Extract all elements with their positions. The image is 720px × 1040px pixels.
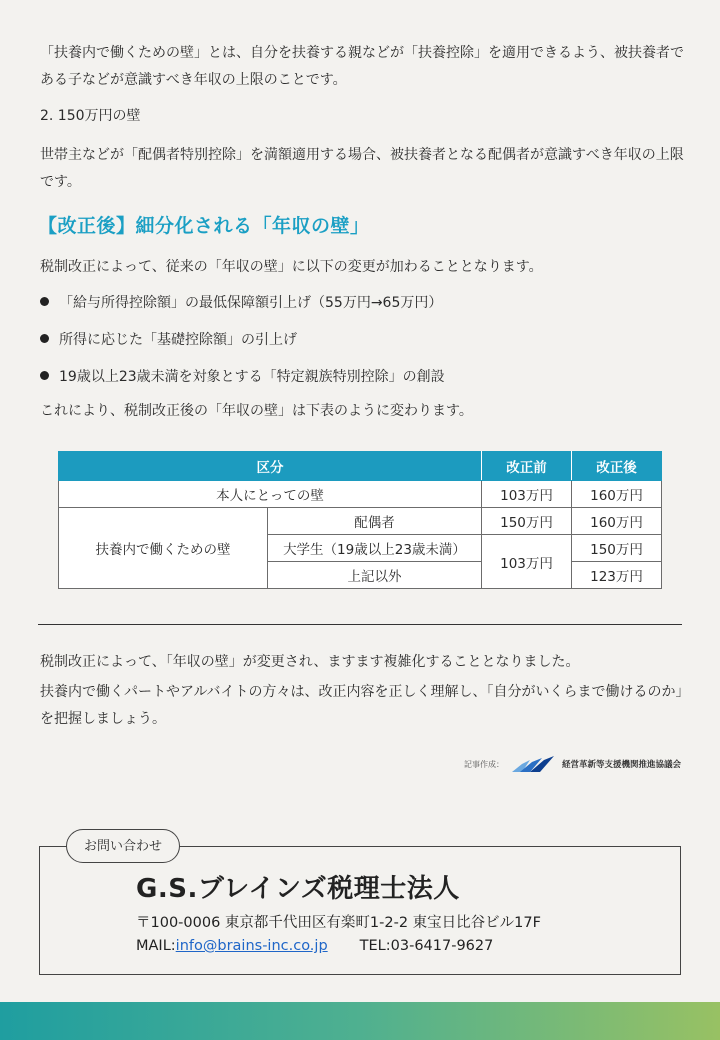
row-self-after: 160万円 [572,481,662,508]
row-student-after: 150万円 [572,535,662,562]
contact-tab: お問い合わせ [66,829,180,863]
section-lead: 税制改正によって、従来の「年収の壁」に以下の変更が加わることとなります。 [40,259,543,275]
bullet-item: 「給与所得控除額」の最低保障額引上げ（55万円→65万円） [40,292,442,314]
mail-label: MAIL: [136,938,176,954]
table-header-row [59,452,662,481]
table-intro: これにより、税制改正後の「年収の壁」は下表のように変わります。 [40,403,473,419]
tel-text: TEL:03-6417-9627 [359,938,494,954]
header-after: 改正後 [572,452,662,481]
row-spouse-after: 160万円 [572,508,662,535]
income-wall-table [58,451,662,589]
row-spouse-before: 150万円 [482,508,572,535]
closing-paragraph-1: 税制改正によって、「年収の壁」が変更され、ますます複雑化することとなりました。 [40,654,580,670]
contact-row [136,938,493,954]
bullet-item: 所得に応じた「基礎控除額」の引上げ [40,329,297,351]
footer-gradient-bar [0,1002,720,1040]
credit-label: 記事作成： [464,759,504,769]
intro-paragraph-1: 「扶養内で働くための壁」とは、自分を扶養する親などが「扶養控除」を適用できるよう、被扶養者である子などが意識すべき年収の上限のことです。 [40,45,684,88]
bullet-item: 19歳以上23歳未満を対象とする「特定親族特別控除」の創設 [40,366,445,388]
intro-paragraph-2: 世帯主などが「配偶者特別控除」を満額適用する場合、被扶養者となる配偶者が意識すべき年収の上限です。 [40,147,684,190]
row-self-before: 103万円 [482,481,572,508]
bullet-dot-icon [40,334,49,343]
list-item-150-wall: 2. 150万円の壁 [40,108,141,124]
row-spouse-label: 配偶者 [268,508,482,535]
group-label: 扶養内で働くための壁 [59,508,268,589]
article-credit [464,756,681,772]
bullet-dot-icon [40,371,49,380]
row-student-label: 大学生（19歳以上23歳未満） [268,535,482,562]
row-other-after: 123万円 [572,562,662,589]
firm-address: 〒100-0006 東京都千代田区有楽町1-2-2 東宝日比谷ビル17F [136,915,541,931]
stripes-logo-icon [512,756,554,772]
credit-org: 経営革新等支援機関推進協議会 [562,760,682,770]
header-category: 区分 [59,452,482,481]
table-row [59,481,662,508]
mail-link[interactable]: info@brains-inc.co.jp [175,938,328,954]
closing-paragraph-2: 扶養内で働くパートやアルバイトの方々は、改正内容を正しく理解し、「自分がいくらまで働けるのか」を把握しましょう。 [40,684,690,727]
divider [38,624,682,625]
section-heading: 【改正後】細分化される「年収の壁」 [38,215,370,237]
firm-name: G.S.ブレインズ税理士法人 [136,874,460,904]
table-row [59,508,662,535]
row-other-label: 上記以外 [268,562,482,589]
header-before: 改正前 [482,452,572,481]
shared-before: 103万円 [482,535,572,589]
row-self-label: 本人にとっての壁 [59,481,482,508]
bullet-dot-icon [40,297,49,306]
